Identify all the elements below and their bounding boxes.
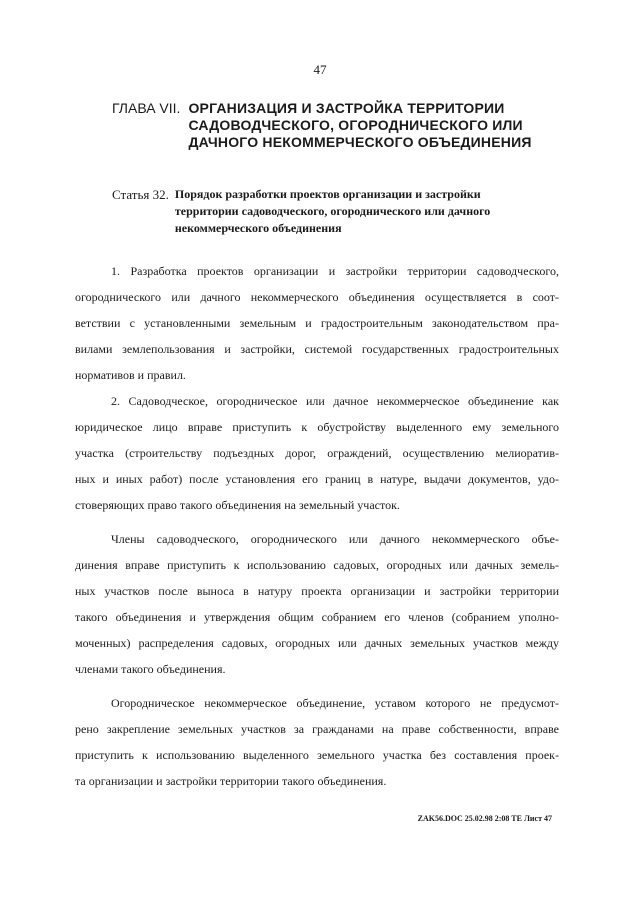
article-heading	[112, 186, 562, 237]
text-line: динения вправе приступить к использованию садовых, огородных или дачных земель-	[75, 558, 559, 572]
text-line: огороднического или дачного некоммерческого объединения осуществляется в соот-	[75, 290, 559, 304]
document-footer: ZAK56.DOC 25.02.98 2:08 TE Лист 47	[417, 814, 552, 823]
article-title-line: некоммерческого объединения	[174, 221, 342, 235]
text-line: членами такого объединения.	[75, 662, 226, 676]
paragraph-2	[75, 388, 559, 518]
text-line: ных участков после выноса в натуру проекта организации и застройки территории	[75, 584, 559, 598]
text-line: приступить к использованию выделенного земельного участка без составления проек-	[75, 748, 559, 762]
article-title-line: Порядок разработки проектов организации и застройки	[174, 187, 481, 201]
paragraph-3	[75, 526, 559, 682]
chapter-title-line: ДАЧНОГО НЕКОММЕРЧЕСКОГО ОБЪЕДИНЕНИЯ	[188, 134, 532, 150]
text-line: Члены садоводческого, огороднического или дачного некоммерческого объе-	[111, 532, 559, 546]
text-line: вилами землепользования и застройки, системой государственных градостроительных	[75, 342, 559, 356]
text-line: 2. Садоводческое, огородническое или дачное некоммерческое объединение как	[111, 394, 559, 408]
text-line: ных и иных работ) после установления его границ в натуре, выдачи документов, удо-	[75, 472, 559, 486]
chapter-title-line: САДОВОДЧЕСКОГО, ОГОРОДНИЧЕСКОГО ИЛИ	[188, 117, 523, 133]
text-line: стоверяющих право такого объединения на земельный участок.	[75, 498, 400, 512]
article-label: Статья 32.	[112, 187, 169, 202]
paragraph-4	[75, 690, 559, 794]
chapter-title-line: ОРГАНИЗАЦИЯ И ЗАСТРОЙКА ТЕРРИТОРИИ	[188, 100, 505, 116]
text-line: такого объединения и утверждения общим собранием его членов (собранием уполно-	[75, 610, 559, 624]
text-line: нормативов и правил.	[75, 368, 186, 382]
text-line: ветствии с установленными земельным и градостроительным законодательством пра-	[75, 316, 559, 330]
chapter-title	[188, 100, 531, 151]
text-line: Огородническое некоммерческое объединение, уставом которого не предусмот-	[111, 696, 559, 710]
text-line: та организации и застройки территории такого объединения.	[75, 774, 387, 788]
text-line: юридическое лицо вправе приступить к обустройству выделенного ему земельного	[75, 420, 559, 434]
chapter-label: ГЛАВА VII.	[112, 100, 181, 116]
page-number: 47	[313, 62, 327, 77]
text-line: 1. Разработка проектов организации и застройки территории садоводческого,	[111, 264, 559, 278]
text-line: участка (строительству подъездных дорог, ограждений, осуществлению мелиоратив-	[75, 446, 559, 460]
article-title	[175, 186, 490, 237]
text-line: рено закрепление земельных участков за гражданами на праве собственности, вправе	[75, 722, 559, 736]
chapter-heading	[112, 100, 552, 151]
article-title-line: территории садоводческого, огороднического или дачного	[174, 204, 491, 218]
article-body	[75, 258, 559, 794]
paragraph-1	[75, 258, 559, 388]
text-line: моченных) распределения садовых, огородных или дачных земельных участков между	[75, 636, 559, 650]
